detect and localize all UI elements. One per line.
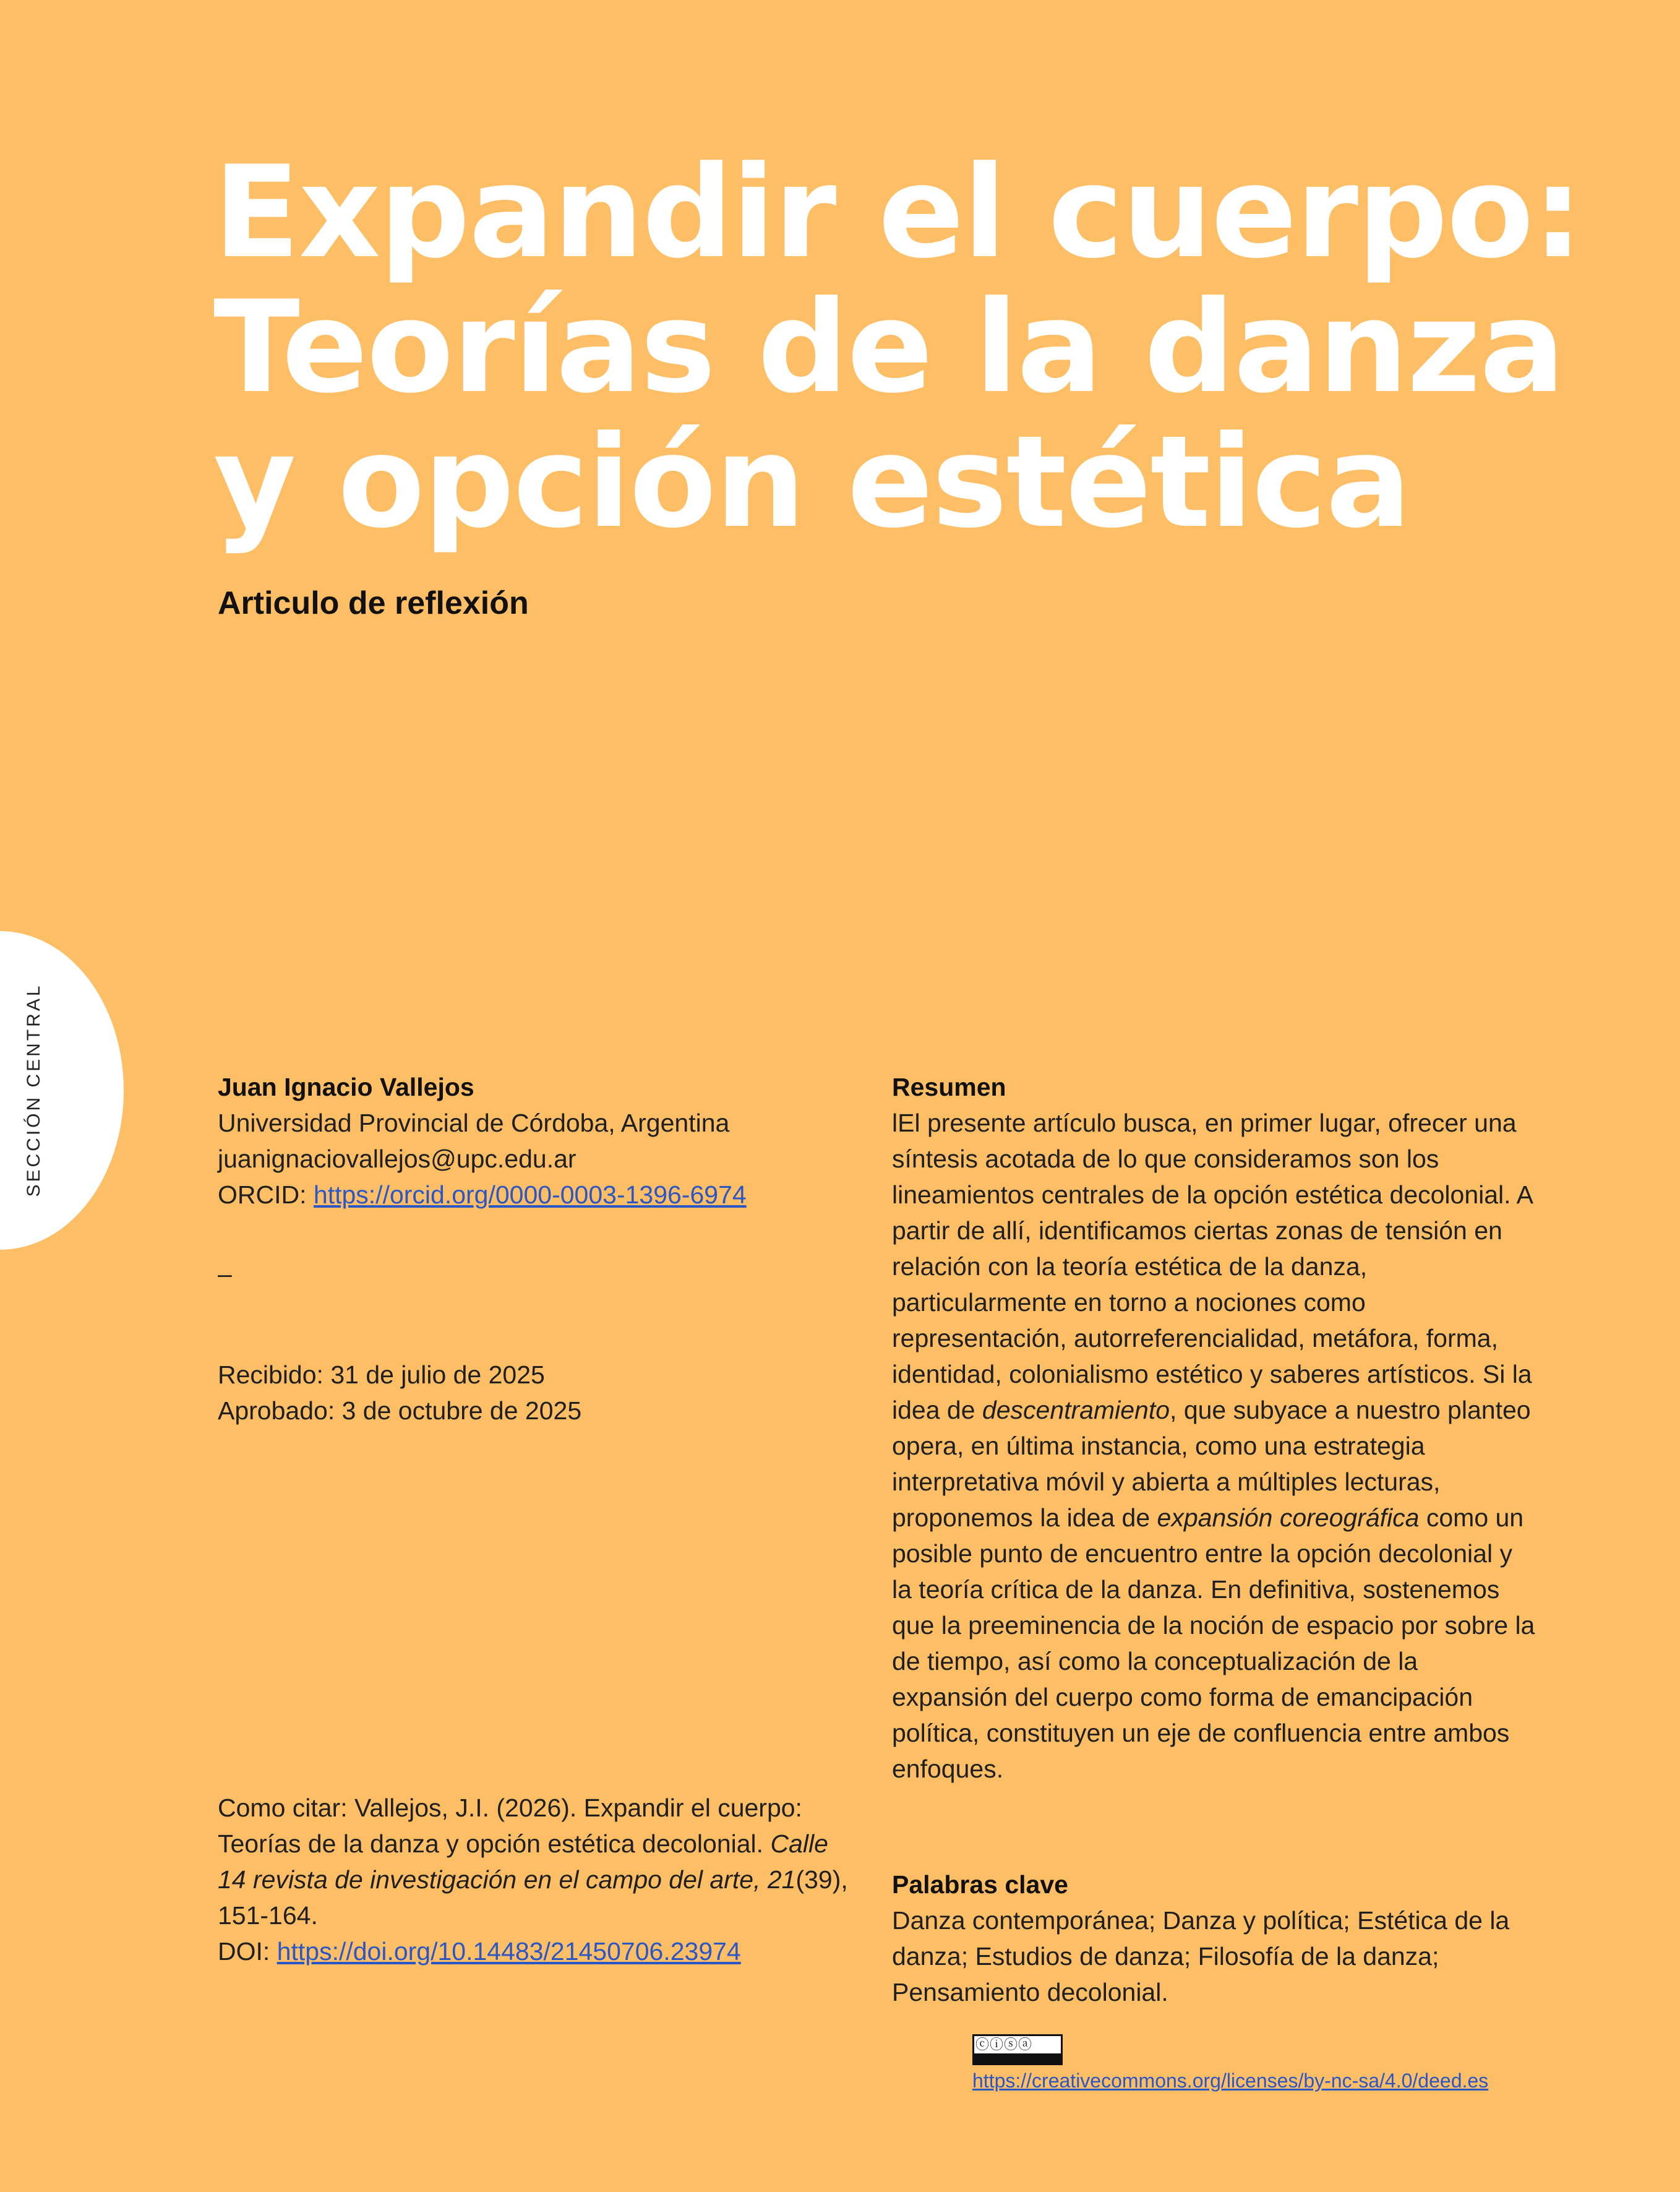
- author-email: juanignaciovallejos@upc.edu.ar: [218, 1145, 576, 1173]
- abstract-text: [892, 1105, 1535, 1787]
- citation-journal: Calle 14 revista de investigación en el campo del arte, 21: [218, 1829, 828, 1894]
- article-title: [213, 139, 1636, 556]
- dates-block: [218, 1357, 898, 1429]
- creative-commons-icon[interactable]: [972, 2034, 1063, 2065]
- divider: –: [218, 1260, 232, 1288]
- abstract-block: [892, 1069, 1535, 1787]
- author-name: Juan Ignacio Vallejos: [218, 1073, 474, 1101]
- title-line-1: Expandir el cuerpo:: [213, 139, 1582, 286]
- cc-strip: [974, 2053, 1061, 2063]
- cc-circles: ⓒⓘⓢⓐ: [975, 2037, 1033, 2052]
- abstract-part-3: como un posible punto de encuentro entre la opción decolonial y la teoría crítica de la danza. En definitiva, sostenemos que la preeminencia de la noción de espacio por sobre la de tiempo, así como la conceptualización de la expansión del cuerpo como forma de emancipación política, constituyen un eje de confluencia entre ambos enfoques.: [892, 1503, 1535, 1783]
- citation-text: [218, 1790, 861, 1933]
- abstract-part-1: lEl presente artículo busca, en primer lugar, ofrecer una síntesis acotada de lo que consideramos son los lineamientos centrales de la opción estética decolonial. A partir de allí, identificamos ciertas zonas de tensión en relación con la teoría estética de la danza, particularmente en torno a nociones como representación, autorreferencialidad, metáfora, forma, identidad, colonialismo estético y saberes artísticos. Si la idea de: [892, 1109, 1532, 1424]
- citation-block: [218, 1790, 861, 1969]
- orcid-label: ORCID:: [218, 1180, 314, 1209]
- abstract-emphasis-2: expansión coreográfica: [1157, 1503, 1420, 1532]
- article-type: Articulo de reflexión: [218, 585, 529, 621]
- citation-doi: [218, 1933, 861, 1969]
- author-orcid: [218, 1177, 898, 1213]
- doi-label: DOI:: [218, 1937, 277, 1966]
- abstract-part-2: , que subyace a nuestro planteo opera, en última instancia, como una estrategia interpretativa móvil y abierta a múltiples lecturas, proponemos la idea de: [892, 1396, 1531, 1532]
- keywords-text: Danza contemporánea; Danza y política; Estética de la danza; Estudios de danza; Filosofía de la danza; Pensamiento decolonial.: [892, 1906, 1510, 2006]
- abstract-heading: Resumen: [892, 1073, 1006, 1101]
- title-line-2: Teorías de la danza: [213, 274, 1564, 421]
- title-line-3: y opción estética: [213, 409, 1410, 556]
- citation-part-2: (39), 151-164.: [218, 1865, 848, 1930]
- approved-date: Aprobado: 3 de octubre de 2025: [218, 1396, 582, 1425]
- orcid-link[interactable]: https://orcid.org/0000-0003-1396-6974: [313, 1180, 747, 1209]
- keywords-heading: Palabras clave: [892, 1870, 1068, 1899]
- license-link[interactable]: https://creativecommons.org/licenses/by-nc-sa/4.0/deed.es: [972, 2070, 1489, 2092]
- section-tab: [0, 931, 124, 1250]
- doi-link[interactable]: https://doi.org/10.14483/21450706.23974: [276, 1937, 741, 1966]
- received-date: Recibido: 31 de julio de 2025: [218, 1360, 545, 1389]
- abstract-emphasis-1: descentramiento: [982, 1396, 1170, 1424]
- keywords-block: [892, 1867, 1535, 2010]
- section-label: SECCIÓN CENTRAL: [24, 983, 44, 1197]
- citation-part-1: Como citar: Vallejos, J.I. (2026). Expandir el cuerpo: Teorías de la danza y opción estética decolonial.: [218, 1794, 802, 1858]
- author-affiliation: Universidad Provincial de Córdoba, Argentina: [218, 1109, 730, 1137]
- author-block: [218, 1069, 898, 1213]
